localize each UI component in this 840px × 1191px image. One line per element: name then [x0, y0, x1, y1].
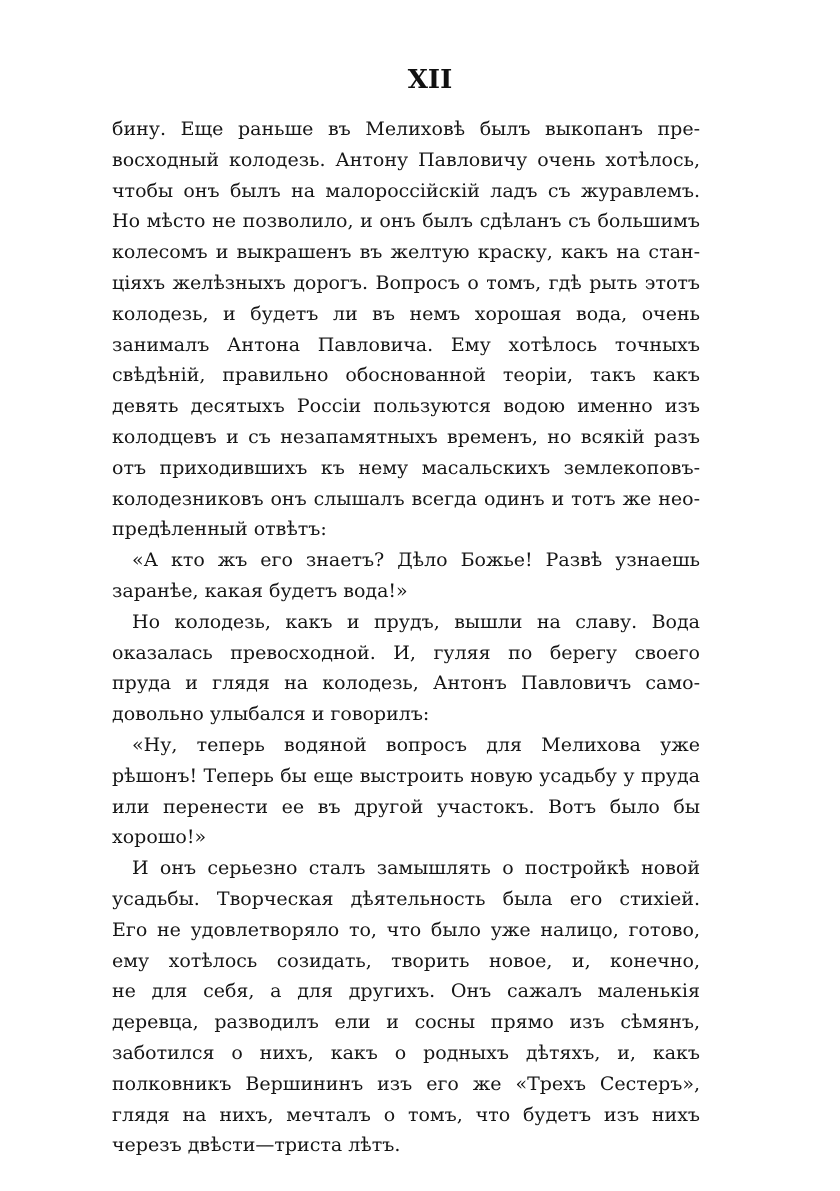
text-line: довольно улыбался и говорилъ:: [112, 703, 430, 726]
text-line: И онъ серьезно сталъ замышлять о постройкѣ новой: [132, 857, 700, 880]
text-line: свѣдѣній, правильно обоснованной теоріи, такъ какъ: [112, 364, 700, 387]
body-text: [112, 114, 700, 1161]
text-line: Его не удовлетворяло то, что было уже налицо, готово,: [112, 918, 700, 941]
text-line: заранѣе, какая будетъ вода!»: [112, 579, 408, 602]
text-line: усадьбы. Творческая дѣятельность была его стихіей.: [112, 887, 700, 910]
text-line: «Ну, теперь водяной вопросъ для Мелихова уже: [132, 733, 700, 756]
text-line: бину. Еще раньше въ Мелиховѣ былъ выкопанъ пре-: [112, 118, 700, 140]
text-line: колодцевъ и съ незапамятныхъ временъ, но всякій разъ: [112, 425, 700, 448]
text-line: полковникъ Вершининъ изъ его же «Трехъ Сестеръ»,: [112, 1072, 700, 1095]
text-line: рѣшонъ! Теперь бы еще выстроить новую усадьбу у пруда: [112, 764, 700, 787]
text-line: девять десятыхъ Россіи пользуются водою именно изъ: [112, 395, 700, 418]
text-line: оказалась превосходной. И, гуляя по берегу своего: [112, 641, 700, 664]
text-line: ціяхъ желѣзныхъ дорогъ. Вопросъ о томъ, гдѣ рыть этотъ: [112, 271, 700, 294]
text-line: черезъ двѣсти—триста лѣтъ.: [112, 1134, 401, 1157]
text-line: пруда и глядя на колодезь, Антонъ Павловичъ само-: [112, 672, 700, 695]
text-line: колодезниковъ онъ слышалъ всегда одинъ и тотъ же нео-: [112, 487, 700, 510]
text-line: ему хотѣлось созидать, творить новое, и, конечно,: [112, 949, 700, 972]
text-line: заботился о нихъ, какъ о родныхъ дѣтяхъ, и, какъ: [112, 1041, 700, 1064]
text-line: занималъ Антона Павловича. Ему хотѣлось точныхъ: [112, 333, 700, 356]
text-line: колодезь, и будетъ ли въ немъ хорошая вода, очень: [112, 302, 700, 325]
text-line: предѣленный отвѣтъ:: [112, 518, 327, 541]
text-line: «А кто жъ его знаетъ? Дѣло Божье! Развѣ узнаешь: [132, 549, 700, 572]
text-line: глядя на нихъ, мечталъ о томъ, что будетъ изъ нихъ: [112, 1103, 700, 1126]
text-line: Но колодезь, какъ и прудъ, вышли на славу. Вода: [132, 610, 700, 633]
text-line: отъ приходившихъ къ нему масальскихъ землекоповъ-: [112, 456, 700, 479]
text-line: хорошо!»: [112, 826, 207, 849]
text-line: деревца, разводилъ ели и сосны прямо изъ сѣмянъ,: [112, 1011, 700, 1034]
text-line: или перенести ее въ другой участокъ. Вотъ было бы: [112, 795, 700, 818]
text-line: чтобы онъ былъ на малороссійскій ладъ съ журавлемъ.: [112, 179, 700, 202]
text-line: Но мѣсто не позволило, и онъ былъ сдѣланъ съ большимъ: [112, 210, 700, 233]
text-line: колесомъ и выкрашенъ въ желтую краску, какъ на стан-: [112, 241, 700, 264]
text-line: не для себя, а для другихъ. Онъ сажалъ маленькія: [112, 980, 700, 1003]
text-line: восходный колодезь. Антону Павловичу очень хотѣлось,: [112, 148, 700, 171]
page-number: XII: [407, 65, 453, 95]
